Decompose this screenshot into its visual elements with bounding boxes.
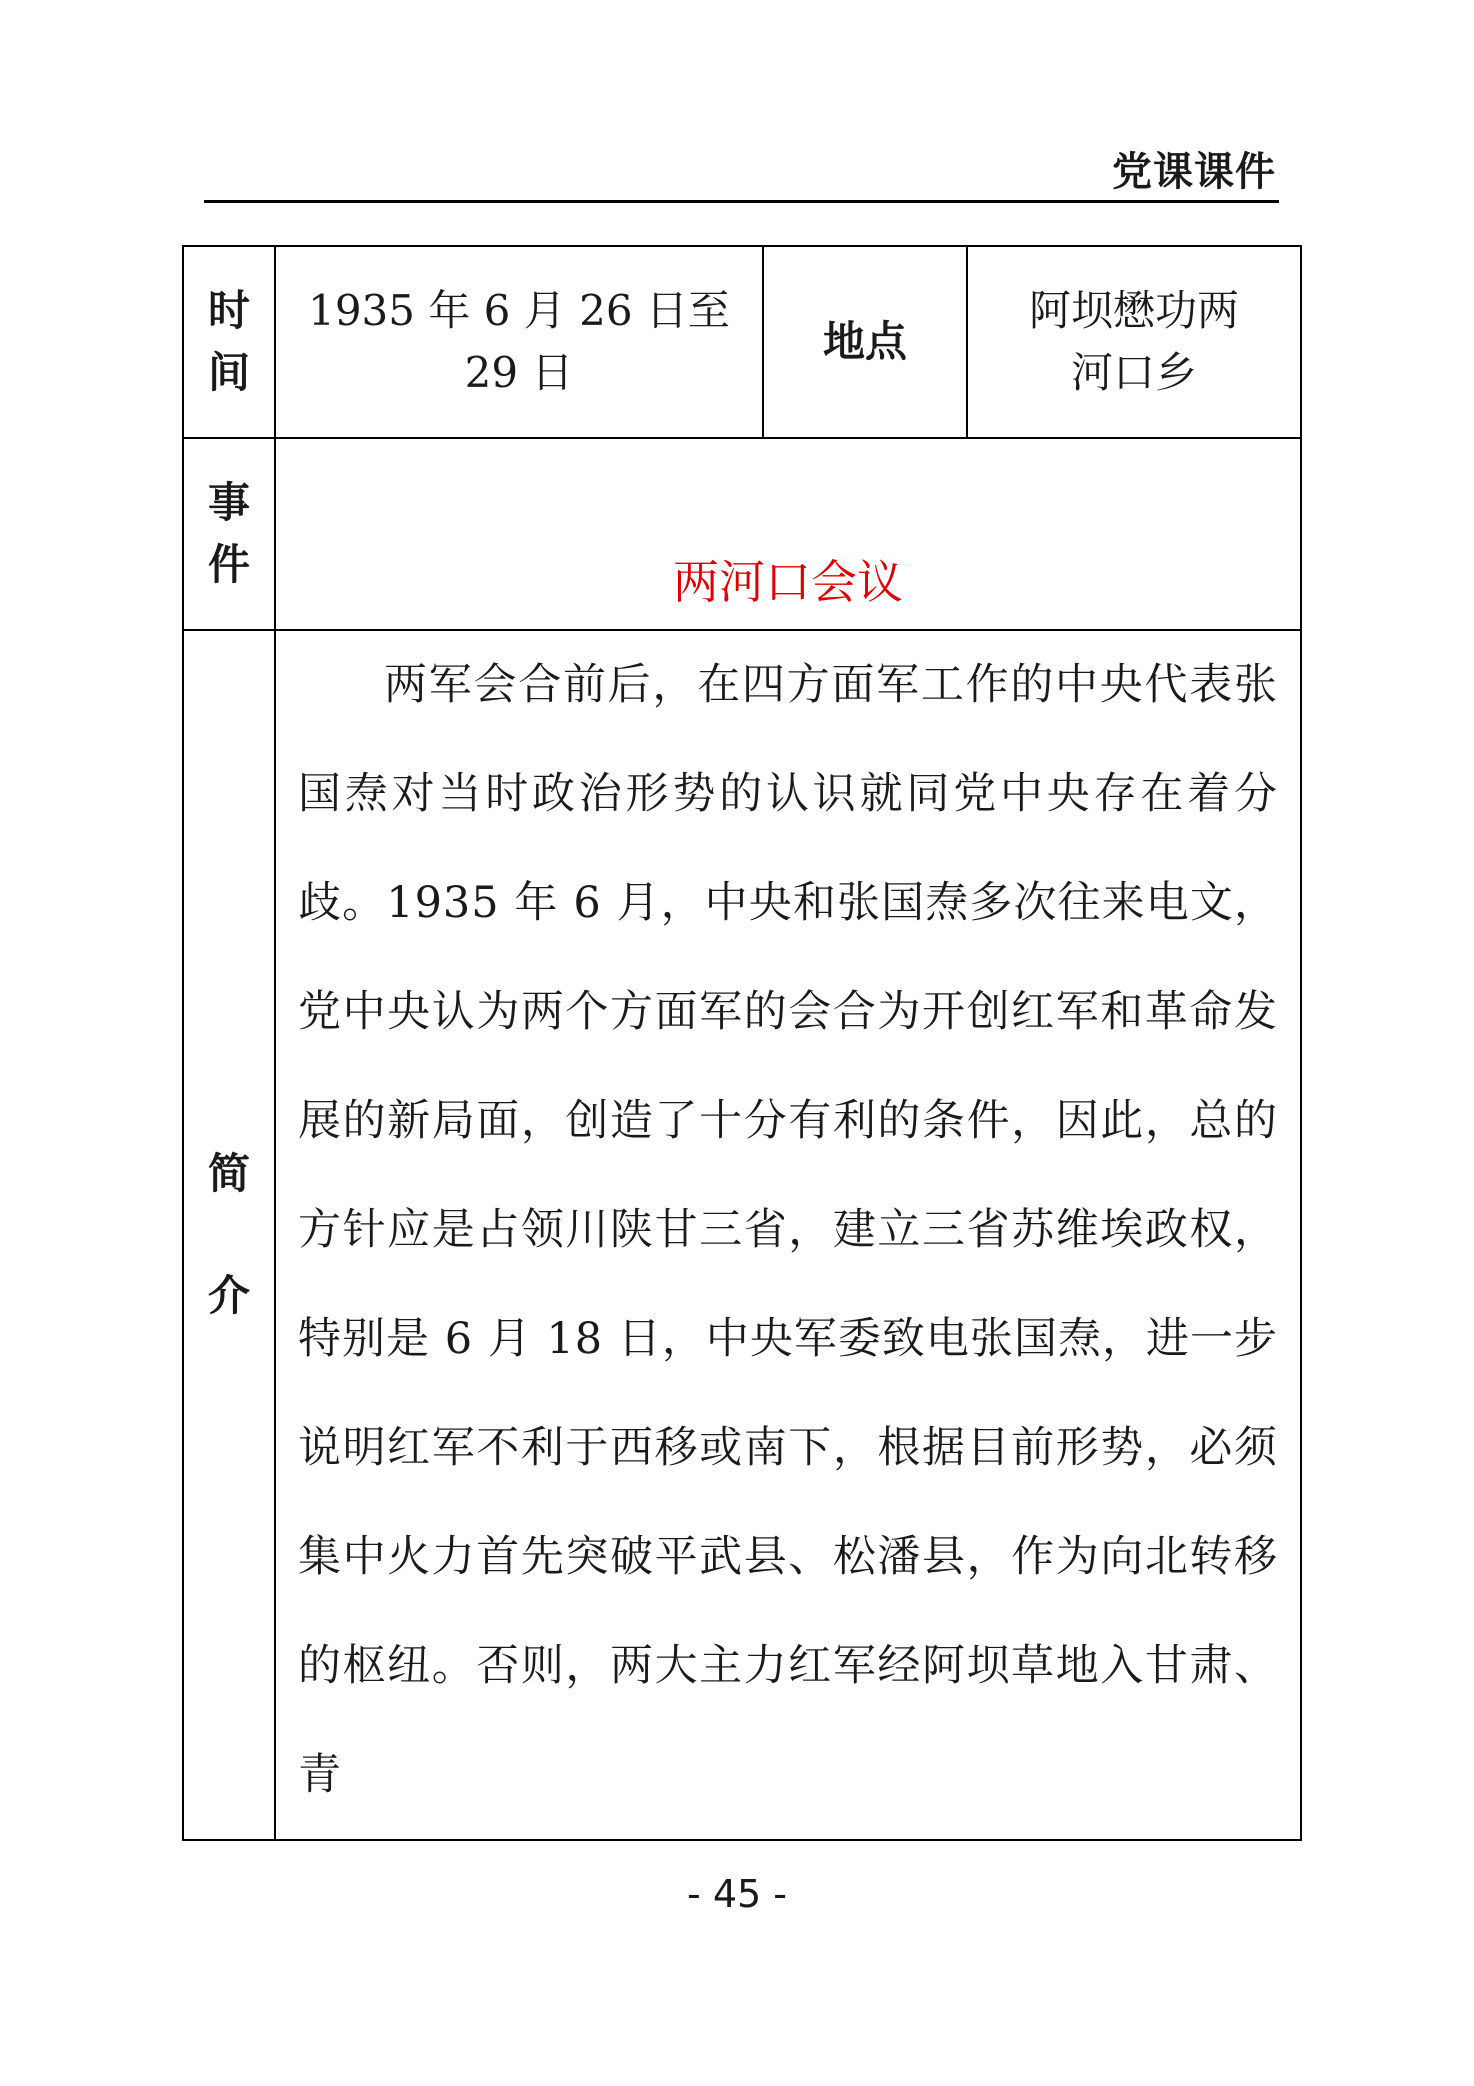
header-rule xyxy=(204,200,1279,203)
place-value: 阿坝懋功两 河口乡 xyxy=(967,246,1301,438)
time-value: 1935 年 6 月 26 日至 29 日 xyxy=(275,246,763,438)
event-title: 两河口会议 xyxy=(275,438,1301,630)
intro-text: 两军会合前后，在四方面军工作的中央代表张国焘对当时政治形势的认识就同党中央存在着分歧。1935 年 6 月，中央和张国焘多次往来电文，党中央认为两个方面军的会合为开创红军和革命发展的新局面，创造了十分有利的条件，因此，总的方针应是占领川陕甘三省，建立三省苏维埃政权，特别是 6 月 18 日，中央军委致电张国焘，进一步说明红军不利于西移或南下，根据目前形势，必须集中火力首先突破平武县、松潘县，作为向北转移的枢纽。否则，两大主力红军经阿坝草地入甘肃、青 xyxy=(275,630,1301,1840)
page-number: - 45 - xyxy=(687,1872,787,1916)
place-label: 地点 xyxy=(763,246,967,438)
time-place-row xyxy=(183,246,1301,438)
event-label: 事 件 xyxy=(183,438,275,630)
header-title: 党课课件 xyxy=(1112,149,1276,195)
event-row xyxy=(183,438,1301,630)
intro-label: 简 介 xyxy=(183,630,275,1840)
intro-row xyxy=(183,630,1301,1840)
time-label: 时 间 xyxy=(183,246,275,438)
record-table xyxy=(182,245,1302,1841)
